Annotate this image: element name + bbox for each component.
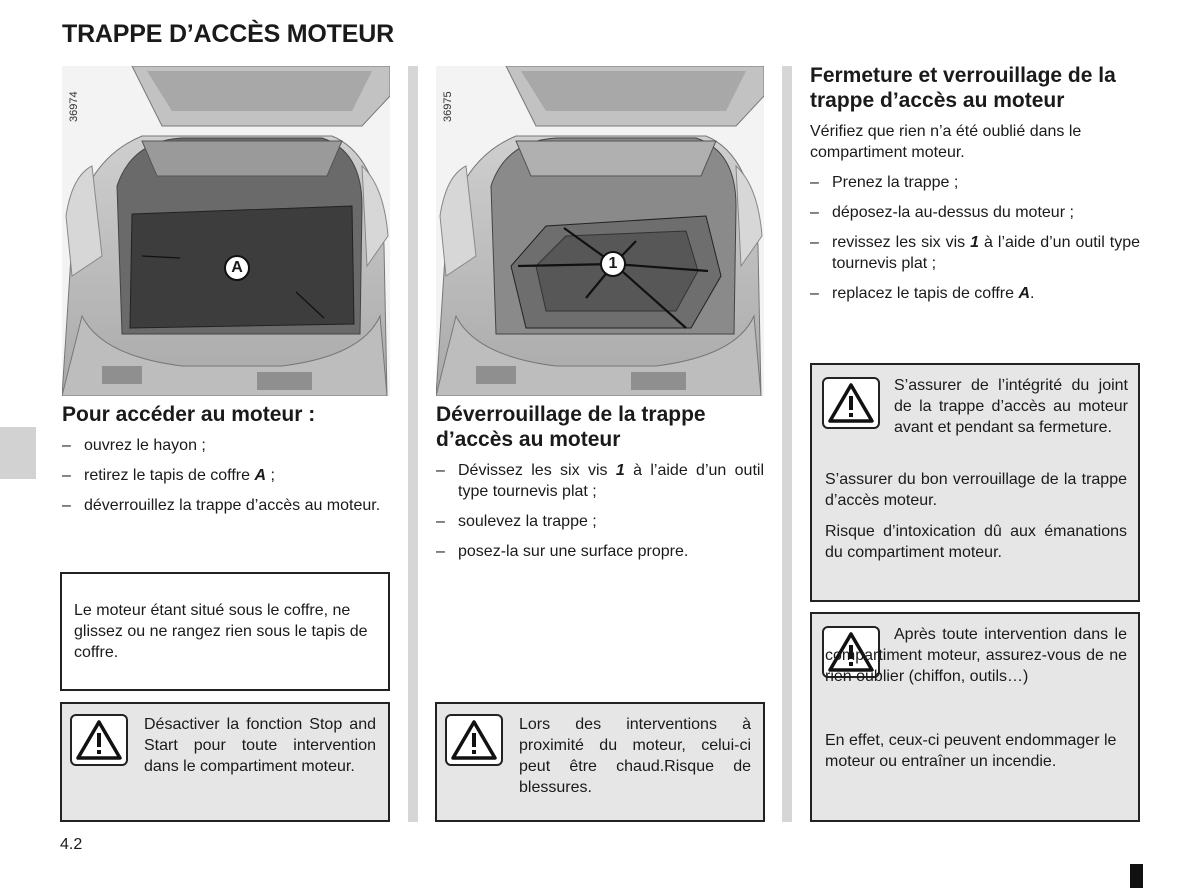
callout-a: A bbox=[224, 255, 250, 281]
warning-box-hot-engine bbox=[435, 702, 765, 822]
page-number: 4.2 bbox=[60, 836, 83, 853]
warning-box-stop-start bbox=[60, 702, 390, 822]
photo-reference-code: 36974 bbox=[68, 91, 80, 122]
closing-intro: Vérifiez que rien n’a été oublié dans le compartiment moteur. bbox=[810, 123, 1082, 161]
list-item: – soulevez la trappe ; bbox=[436, 513, 597, 530]
warning-triangle-icon bbox=[445, 714, 503, 766]
trunk-illustration bbox=[62, 66, 390, 396]
warning-triangle-icon bbox=[70, 714, 128, 766]
warning-text: En effet, ceux-ci peuvent endommager le moteur ou entraîner un incendie. bbox=[825, 732, 1117, 770]
trunk-photo-1 bbox=[436, 66, 764, 396]
warning-text: S’assurer de l’intégrité du joint de la trappe d’accès au moteur avant et pendant sa fermeture. bbox=[894, 377, 1128, 436]
list-item: – Dévissez les six vis 1 à l’aide d’un outil type tournevis plat ; bbox=[436, 462, 765, 500]
page-title: TRAPPE D’ACCÈS MOTEUR bbox=[62, 20, 394, 48]
list-item: – déposez-la au-dessus du moteur ; bbox=[810, 204, 1074, 221]
warning-text: Lors des interventions à proximité du moteur, celui-ci peut être chaud.Risque de blessures. bbox=[519, 716, 751, 796]
section-heading-unlock: Déverrouillage de la trappe d’accès au moteur bbox=[436, 403, 706, 451]
trunk-photo-a bbox=[62, 66, 390, 396]
warning-triangle-icon bbox=[822, 377, 880, 429]
closing-steps-list bbox=[810, 172, 1140, 304]
warning-text: S’assurer du bon verrouillage de la trappe d’accès moteur. bbox=[825, 471, 1127, 509]
warning-box-seal bbox=[810, 363, 1140, 602]
access-steps-list bbox=[62, 435, 390, 516]
list-item: – déverrouillez la trappe d’accès au moteur. bbox=[62, 497, 381, 514]
note-box bbox=[60, 572, 390, 691]
warning-box-forgotten-items bbox=[810, 612, 1140, 822]
photo-reference-code: 36975 bbox=[442, 91, 454, 122]
list-item: – Prenez la trappe ; bbox=[810, 174, 959, 191]
column-separator bbox=[782, 66, 792, 822]
list-item: – posez-la sur une surface propre. bbox=[436, 543, 689, 560]
column-separator bbox=[408, 66, 418, 822]
list-item: – retirez le tapis de coffre A ; bbox=[62, 467, 275, 484]
warning-text: Risque d’intoxication dû aux émanations du compartiment moteur. bbox=[825, 523, 1127, 561]
unlock-steps-list bbox=[436, 460, 764, 562]
chapter-tab bbox=[0, 427, 36, 479]
list-item: – replacez le tapis de coffre A. bbox=[810, 285, 1035, 302]
section-heading-access: Pour accéder au moteur : bbox=[62, 403, 316, 426]
list-item: – revissez les six vis 1 à l’aide d’un outil type tournevis plat ; bbox=[810, 234, 1141, 272]
callout-1: 1 bbox=[600, 251, 626, 277]
warning-text: Après toute intervention dans le compartiment moteur, assurez-vous de ne rien oublier (chiffon, outils…) bbox=[825, 626, 1127, 685]
section-heading-closing: Fermeture et verrouillage de la trappe d’accès au moteur bbox=[810, 64, 1116, 112]
warning-text: Désactiver la fonction Stop and Start pour toute intervention dans le compartiment moteur. bbox=[144, 716, 376, 775]
list-item: – ouvrez le hayon ; bbox=[62, 437, 206, 454]
trunk-open-illustration bbox=[436, 66, 764, 396]
page-corner-mark bbox=[1130, 864, 1143, 888]
note-text: Le moteur étant situé sous le coffre, ne glissez ou ne rangez rien sous le tapis de coffre. bbox=[74, 602, 368, 661]
